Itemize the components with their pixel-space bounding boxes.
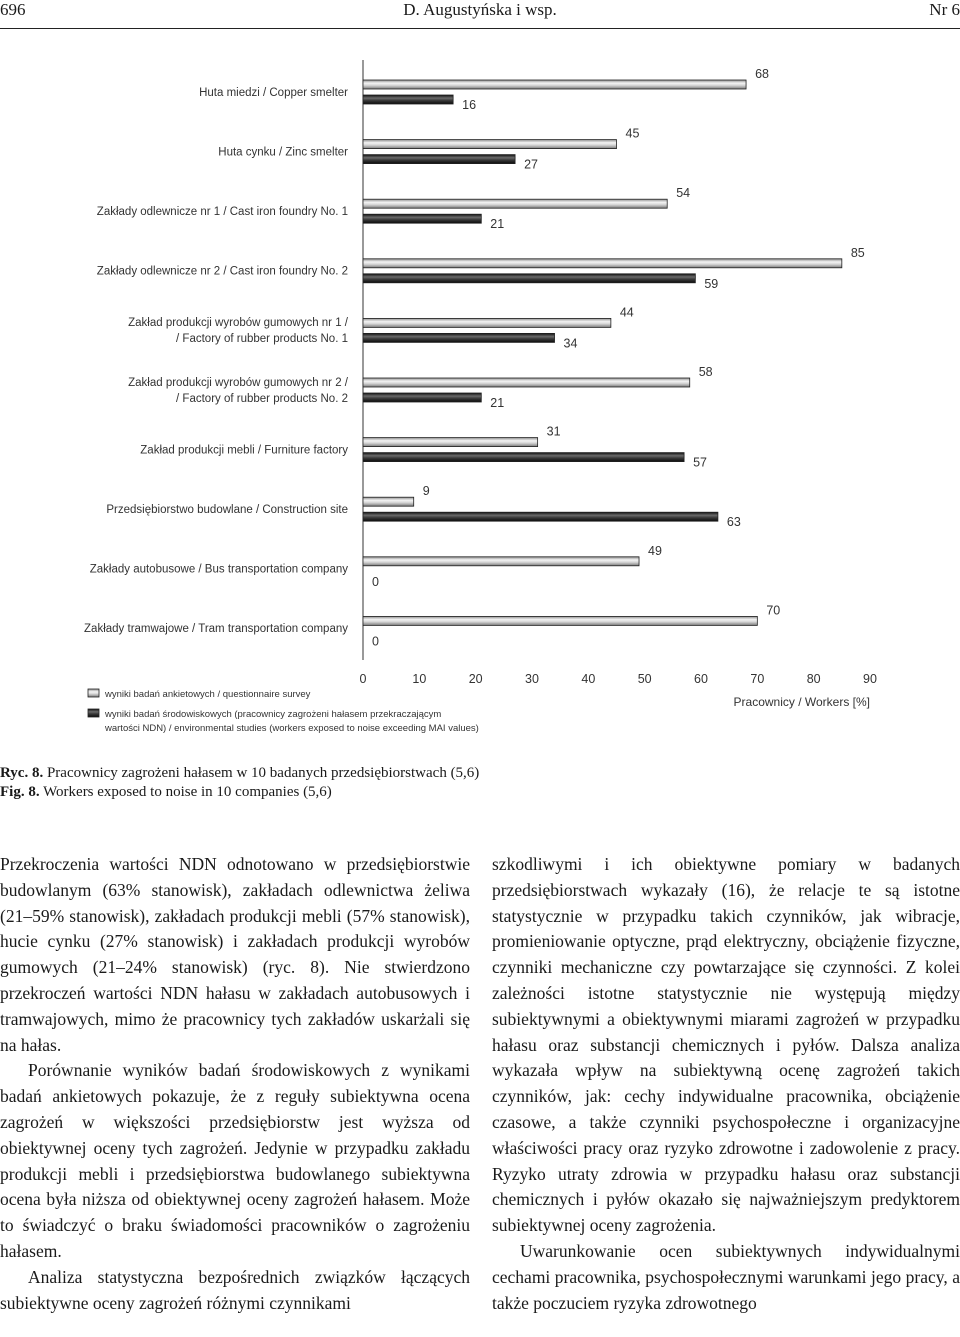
caption-text-pl: Pracownicy zagrożeni hałasem w 10 badanych przedsiębiorstwach (5,6) (46, 765, 480, 781)
issue-number: Nr 6 (929, 0, 960, 19)
bar-questionnaire (363, 318, 611, 327)
x-tick-label: 0 (359, 672, 367, 686)
bar-environmental (363, 274, 695, 283)
category-label: Huta cynku / Zinc smelter (218, 146, 348, 159)
figure-caption-pl (0, 764, 479, 783)
category-label: Zakład produkcji wyrobów gumowych nr 2 / (128, 376, 348, 389)
caption-label-en: Fig. 8. (0, 784, 40, 800)
data-label: 85 (850, 245, 865, 260)
paragraph: Analiza statystyczna bezpośrednich związków łączących subiektywne oceny zagrożeń różnymi czynnikami (0, 1266, 470, 1313)
legend-label: wartości NDN) / environmental studies (workers exposed to noise exceeding MAI values) (105, 723, 479, 734)
bars-group (363, 80, 842, 625)
running-author: D. Augustyńska i wsp. (403, 0, 557, 19)
page-number: 696 (0, 0, 26, 19)
bar-questionnaire (363, 378, 690, 387)
x-tick-label: 10 (412, 672, 427, 686)
bar-questionnaire (363, 80, 746, 89)
bar-questionnaire (363, 616, 757, 625)
data-label: 68 (755, 67, 769, 81)
data-label: 31 (546, 424, 561, 439)
data-label: 0 (372, 574, 379, 589)
data-label: 59 (704, 276, 719, 291)
data-label: 9 (422, 484, 430, 499)
bar-environmental (363, 393, 481, 402)
data-label: 54 (676, 186, 691, 201)
category-label: Huta miedzi / Copper smelter (199, 86, 348, 99)
data-label: 27 (524, 157, 539, 172)
bar-environmental (363, 512, 718, 521)
category-label: / Factory of rubber products No. 1 (176, 333, 348, 346)
category-label: / Factory of rubber products No. 2 (176, 392, 348, 405)
caption-text-en: Workers exposed to noise in 10 companies (5,6) (43, 784, 332, 800)
x-tick-label: 40 (581, 672, 596, 686)
data-label: 70 (766, 603, 781, 618)
bar-questionnaire (363, 438, 538, 447)
data-label: 57 (693, 455, 708, 470)
data-label: 21 (490, 396, 505, 410)
paragraph: Porównanie wyników badań środowiskowych z wynikami badań ankietowych pokazuje, że z reguły subiektywna ocena zagrożeń w większości przedsiębiorstw jest wyższa od obiektywnej oceny tych zagrożeń. Jedynie w przypadku zakładu produkcji mebli i przedsiębiorstwa budowlanego subiektywna ocena była niższa od obiektywnej oceny zagrożeń hałasem. Może to świadczyć o braku świadomości pracowników o zagrożeniu hałasem. (0, 1060, 470, 1261)
x-tick-label: 60 (694, 672, 708, 686)
x-tick-label: 30 (525, 672, 539, 686)
data-label: 58 (698, 365, 713, 379)
data-label: 21 (490, 217, 505, 232)
bar-questionnaire (363, 199, 667, 208)
bar-environmental (363, 95, 453, 104)
legend-swatch-environmental (88, 709, 99, 717)
x-tick-label: 70 (750, 672, 765, 686)
x-tick-label: 50 (637, 672, 652, 686)
data-label: 44 (619, 305, 634, 320)
bar-questionnaire (363, 497, 414, 506)
paragraph: Uwarunkowanie ocen subiektywnych indywidualnymi cechami pracownika, psychospołecznymi warunkami jego pracy, a także poczuciem ryzyka zdrowotnego (492, 1240, 960, 1313)
x-tick-label: 20 (468, 672, 483, 686)
body-column-right (492, 852, 960, 1316)
legend-group (88, 689, 479, 734)
paragraph: Przekroczenia wartości NDN odnotowano w przedsiębiorstwie budowlanym (63% stanowisk), zakładach odlewnictwa żeliwa (21–59% stanowisk), zakładach produkcji mebli (57% stanowisk), hucie cynku (27% stanowisk) i zakładach produkcji wyrobów gumowych (21–24% stanowisk) (ryc. 8). Nie stwierdzono przekroczeń wartości NDN hałasu w zakładach autobusowych i tramwajowych, mimo że pracownicy tych zakładów uskarżali się na hałas. (0, 854, 470, 1055)
bar-environmental (363, 155, 515, 164)
figure-caption-en (0, 783, 332, 802)
category-label: Zakłady odlewnicze nr 1 / Cast iron foundry No. 1 (96, 206, 348, 218)
data-label: 16 (462, 98, 477, 112)
paragraph: szkodliwymi i ich obiektywne pomiary w badanych przedsiębiorstwach wykazały (16), że relacje te są istotne statystycznie w przypadku takich czynników, jak wibracje, promieniowanie optyczne, prąd elektryczny, obciążenie fizyczne, czynniki mechaniczne czy powtarzające się czynności. Z kolei zależności istotne statystycznie nie występują między subiektywnymi a obiektywnymi miarami zagrożeń w przypadku hałasu oraz substancji chemicznych i pyłów. Dalsza analiza wykazała wpływ na subiektywną ocenę zagrożeń takich czynników, jak: cechy indywidualne pracownika, obciążenie czasowe, a także czynniki psychospołeczne i organizacyjne właściwości pracy oraz ryzyko zdrowotne i zadowolenie z pracy. Ryzyko utraty zdrowia w przypadku hałasu oraz substancji chemicznych i pyłów okazało się najważniejszym predyktorem subiektywnej oceny zagrożenia. (492, 854, 960, 1236)
legend-swatch-questionnaire (88, 689, 99, 697)
legend-label: wyniki badań środowiskowych (pracownicy zagrożeni hałasem przekraczającym (105, 709, 442, 720)
bar-environmental (363, 214, 481, 223)
bar-environmental (363, 333, 555, 342)
bar-questionnaire (363, 140, 617, 149)
caption-label-pl: Ryc. 8. (0, 765, 44, 781)
x-tick-label: 90 (863, 672, 877, 686)
category-label: Zakład produkcji mebli / Furniture factory (140, 444, 348, 457)
data-label: 63 (726, 515, 741, 530)
category-label: Zakłady autobusowe / Bus transportation company (89, 563, 348, 576)
category-label: Zakłady tramwajowe / Tram transportation company (84, 623, 348, 636)
data-label: 49 (648, 543, 662, 558)
data-label: 45 (625, 126, 640, 141)
category-label: Zakłady odlewnicze nr 2 / Cast iron foundry No. 2 (96, 265, 348, 278)
bar-environmental (363, 453, 684, 462)
x-axis-label: Pracownicy / Workers [%] (733, 695, 870, 709)
category-label: Zakład produkcji wyrobów gumowych nr 1 / (128, 317, 348, 330)
category-label: Przedsiębiorstwo budowlane / Construction site (106, 504, 348, 516)
x-tick-label: 80 (806, 672, 821, 686)
bar-questionnaire (363, 557, 639, 566)
data-label: 0 (372, 634, 379, 649)
legend-label: wyniki badań ankietowych / questionnaire survey (105, 689, 311, 700)
data-label: 34 (563, 336, 578, 351)
bar-questionnaire (363, 259, 842, 268)
body-column-left (0, 852, 470, 1316)
